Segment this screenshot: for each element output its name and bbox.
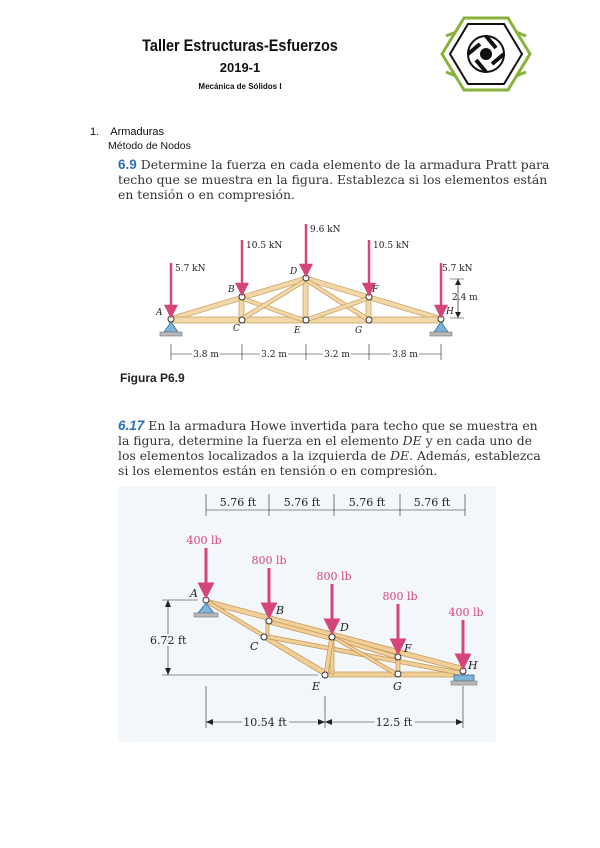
p1-span-1: 3.8 m (193, 350, 219, 360)
p1-node-e: E (294, 326, 301, 336)
p2-top-dim-4: 5.76 ft (413, 496, 451, 509)
p2-node-d: D (340, 621, 349, 634)
p1-node-g: G (355, 326, 363, 336)
problem-6-17-number: 6.17 (118, 418, 145, 433)
document-title: Taller Estructuras-Esfuerzos (142, 36, 338, 55)
p2-top-dim-2: 5.76 ft (283, 496, 321, 509)
problem-6-9-number: 6.9 (118, 157, 137, 172)
p1-node-c: C (233, 324, 240, 334)
problem-6-17-text-c: y en cada uno de los elementos localizados a la izquierda de (118, 433, 532, 463)
p2-node-f: F (404, 642, 412, 655)
university-logo (440, 14, 532, 94)
p1-load-f: 10.5 kN (373, 241, 410, 251)
p2-bottom-dim-1: 10.54 ft (243, 716, 287, 729)
p2-node-e: E (312, 680, 321, 693)
p1-node-b: B (228, 285, 235, 295)
p2-node-h: H (468, 659, 478, 672)
p1-span-4: 3.8 m (392, 350, 418, 360)
p2-top-dim-1: 5.76 ft (219, 496, 257, 509)
p1-load-a: 5.7 kN (175, 264, 206, 274)
p1-node-h: H (446, 307, 454, 317)
p1-node-a: A (156, 308, 163, 318)
document-year: 2019-1 (219, 60, 261, 75)
howe-truss-figure (118, 486, 496, 742)
p1-node-d: D (290, 267, 298, 277)
p2-height: 6.72 ft (150, 634, 187, 647)
section-subtitle: Método de Nodos (108, 140, 191, 152)
p1-height: 2.4 m (452, 293, 478, 303)
p2-load-d: 800 lb (316, 570, 352, 583)
problem-6-17-member-de-2: DE (390, 448, 410, 463)
p2-bottom-dim-2: 12.5 ft (375, 716, 413, 729)
p2-load-b: 800 lb (251, 554, 287, 567)
problem-6-9-text: Determine la fuerza en cada elemento de la armadura Pratt para techo que se muestra en la figura. Establezca si los elementos están en tensión o en compresión. (118, 157, 550, 202)
p1-node-f: F (372, 285, 379, 295)
problem-6-17-text-a: En la armadura Howe invertida para techo que se muestra en la figura, determine la fuerza en el elemento (118, 418, 538, 448)
p2-node-b: B (276, 604, 285, 617)
p2-node-g: G (393, 680, 402, 693)
p1-load-b: 10.5 kN (246, 241, 283, 251)
course-name: Mecánica de Sólidos I (198, 82, 282, 91)
problem-6-17-text-e: . Además, establezca si los elementos están en tensión o en compresión. (118, 448, 541, 478)
problem-6-17-statement (118, 418, 550, 478)
section-title: Armaduras (110, 126, 165, 138)
p2-load-h: 400 lb (448, 606, 484, 619)
p2-top-dim-3: 5.76 ft (348, 496, 386, 509)
section-number: 1. (90, 126, 100, 138)
p1-load-h: 5.7 kN (442, 264, 473, 274)
figure-caption: Figura P6.9 (120, 371, 185, 385)
problem-6-9-statement (118, 157, 550, 202)
problem-6-17-member-de: DE (402, 433, 422, 448)
p2-node-a: A (190, 587, 198, 600)
p2-load-a: 400 lb (186, 534, 222, 547)
p1-span-3: 3.2 m (324, 350, 350, 360)
pratt-truss-figure (140, 218, 500, 370)
p2-node-c: C (250, 640, 259, 653)
p1-span-2: 3.2 m (261, 350, 287, 360)
p1-load-d: 9.6 kN (310, 225, 341, 235)
p2-load-f: 800 lb (382, 590, 418, 603)
section-heading (90, 126, 164, 138)
